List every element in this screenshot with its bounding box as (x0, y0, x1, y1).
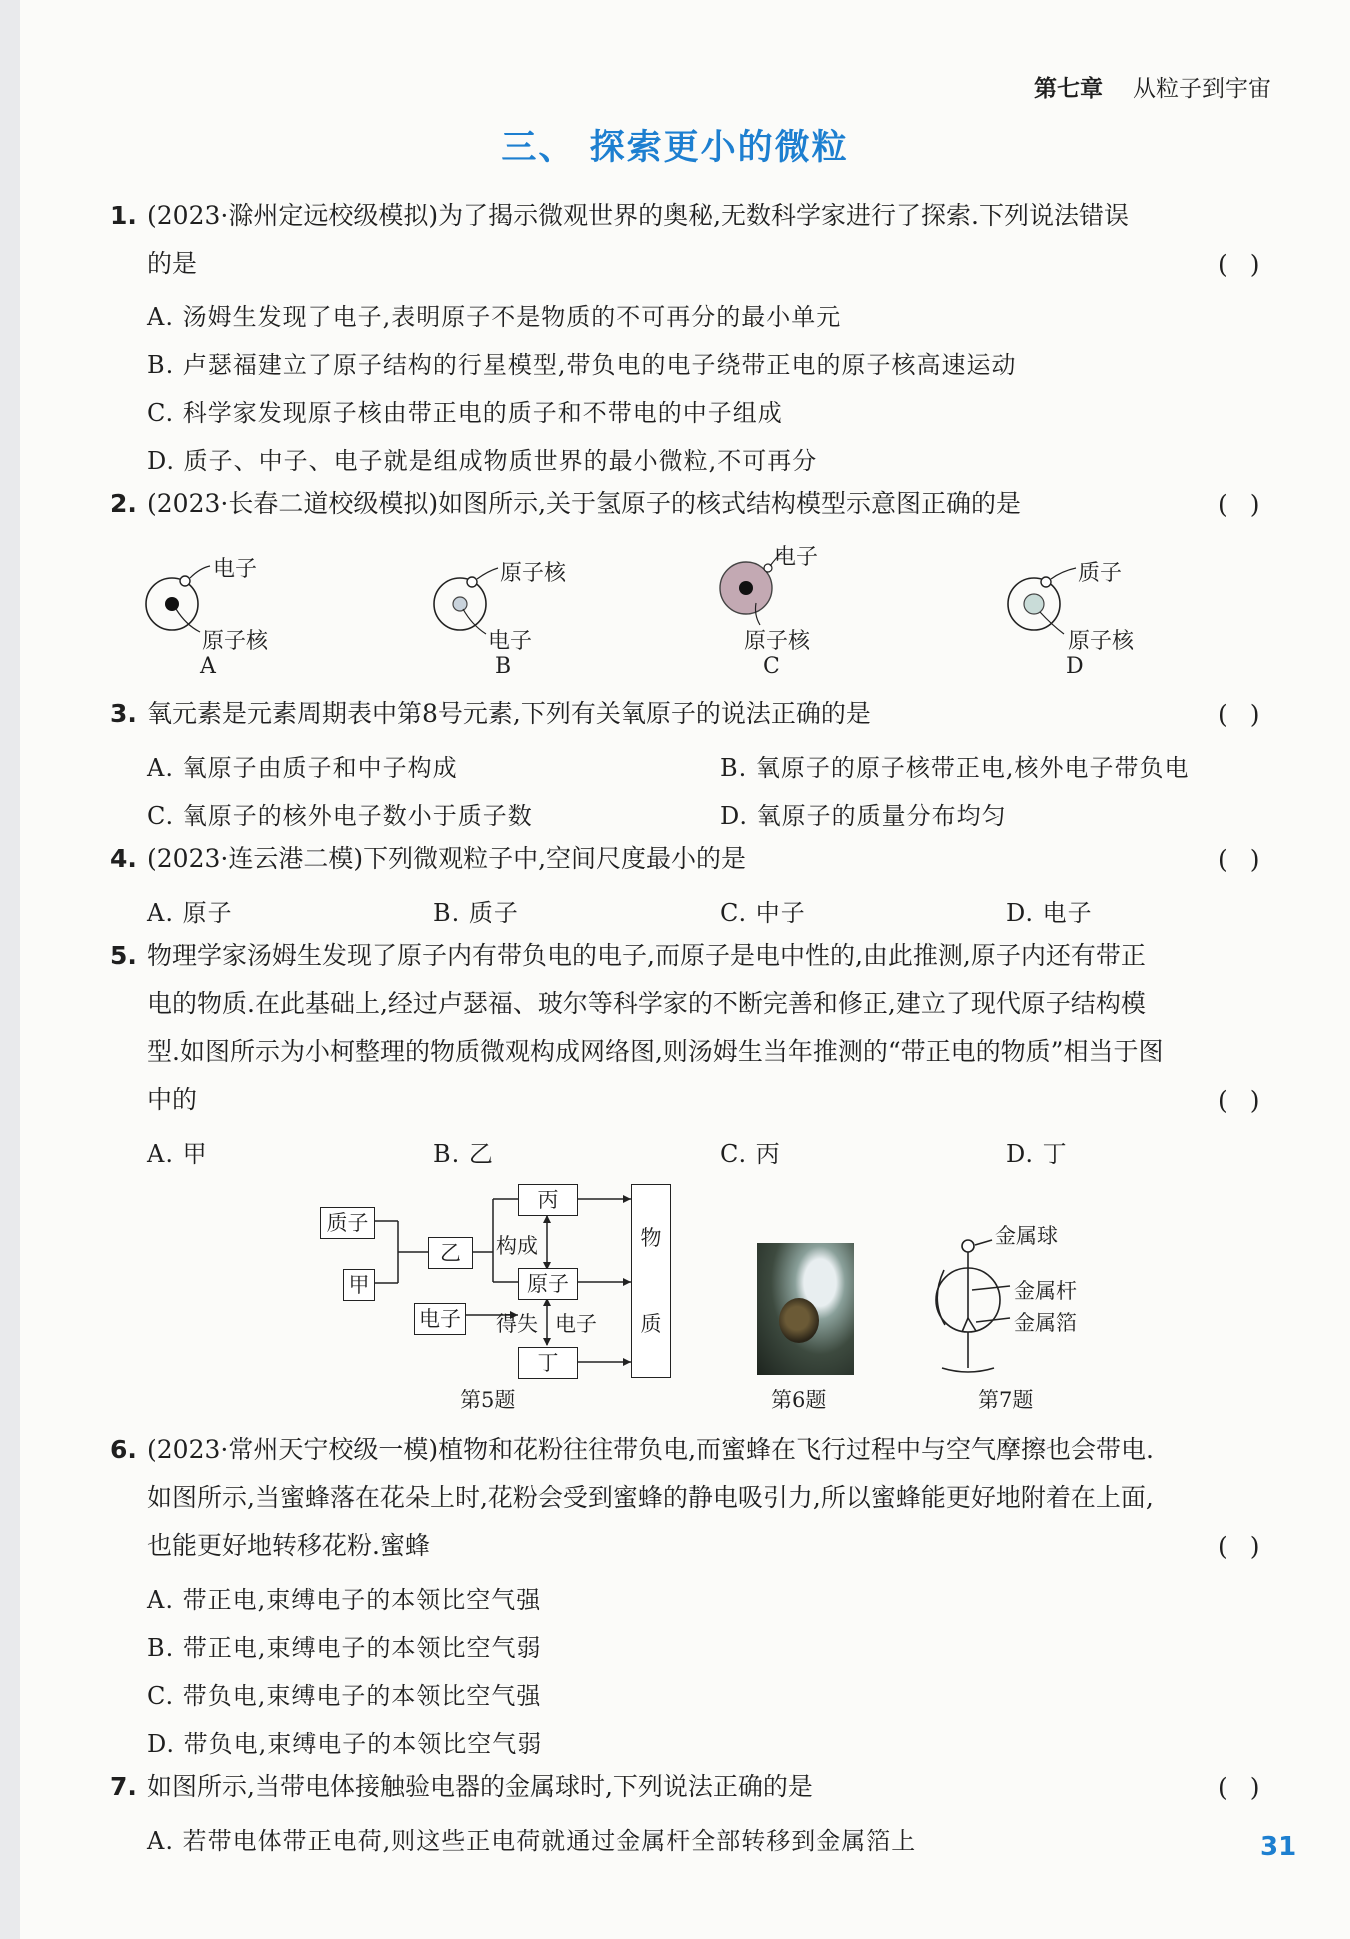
fig-d-bottom-label: 原子核 (1068, 629, 1135, 654)
q1-option-d: D. 质子、中子、电子就是组成物质世界的最小微粒,不可再分 (147, 447, 818, 475)
q1-number: 1. (110, 201, 137, 230)
q5-number: 5. (110, 941, 137, 970)
q5-stem-line1: 物理学家汤姆生发现了原子内有带负电的电子,而原子是电中性的,由此推测,原子内还有带正 (147, 941, 1146, 970)
q6-stem-line3: 也能更好地转移花粉.蜜蜂 (147, 1531, 430, 1560)
q3-option-d: D. 氧原子的质量分布均匀 (720, 802, 1007, 830)
q3-number: 3. (110, 699, 137, 728)
q6-stem-line1: (2023·常州天宁校级一模)植物和花粉往往带负电,而蜜蜂在飞行过程中与空气摩擦也会带电. (147, 1435, 1154, 1464)
q5-stem-line2: 电的物质.在此基础上,经过卢瑟福、玻尔等科学家的不断完善和修正,建立了现代原子结构模 (147, 989, 1146, 1018)
fig6-caption: 第6题 (771, 1388, 827, 1412)
fig5-goucheng-label: 构成 (496, 1234, 538, 1258)
q5-stem-line3: 型.如图所示为小柯整理的物质微观构成网络图,则汤姆生当年推测的“带正电的物质”相当于图 (147, 1037, 1164, 1066)
q6-option-b: B. 带正电,束缚电子的本领比空气弱 (147, 1634, 542, 1662)
fig-c-top-label: 电子 (774, 545, 819, 570)
fig-a-bottom-label: 原子核 (202, 629, 269, 654)
q6-option-c: C. 带负电,束缚电子的本领比空气强 (147, 1682, 542, 1710)
q1-option-a: A. 汤姆生发现了电子,表明原子不是物质的不可再分的最小单元 (147, 303, 842, 331)
fig5-box-dianzi: 电子 (414, 1303, 466, 1335)
fig-b-top-label: 原子核 (500, 561, 567, 586)
q2-number: 2. (110, 489, 137, 518)
section-title: 三、 探索更小的微粒 (501, 128, 849, 168)
q6-number: 6. (110, 1435, 137, 1464)
fig5-zhi: 质 (640, 1312, 662, 1336)
fig7-rod-label: 金属杆 (1014, 1279, 1077, 1303)
q3-option-c: C. 氧原子的核外电子数小于质子数 (147, 802, 533, 830)
fig-d-letter: D (1066, 654, 1084, 679)
fig-c-bottom-label: 原子核 (744, 629, 811, 654)
q5-option-b: B. 乙 (433, 1140, 494, 1168)
fig-b-letter: B (495, 654, 512, 679)
fig5-box-yi: 乙 (428, 1237, 473, 1269)
fig-d-top-label: 质子 (1078, 561, 1123, 586)
chapter-label: 第七章 (1034, 76, 1103, 102)
fig-b-bottom-label: 电子 (488, 629, 533, 654)
q4-option-a: A. 原子 (147, 899, 233, 927)
q3-option-b: B. 氧原子的原子核带正电,核外电子带负电 (720, 754, 1190, 782)
q2-stem: (2023·长春二道校级模拟)如图所示,关于氢原子的核式结构模型示意图正确的是 (147, 489, 1022, 518)
fig7-ball-label: 金属球 (995, 1224, 1058, 1248)
q7-number: 7. (110, 1772, 137, 1801)
fig5-box-yuanzi: 原子 (518, 1268, 578, 1300)
q5-option-a: A. 甲 (147, 1140, 208, 1168)
fig-c-letter: C (763, 654, 780, 679)
q1-option-b: B. 卢瑟福建立了原子结构的行星模型,带负电的电子绕带正电的原子核高速运动 (147, 351, 1017, 379)
q7-answer-bracket: () (1218, 1773, 1282, 1802)
q4-stem: (2023·连云港二模)下列微观粒子中,空间尺度最小的是 (147, 844, 747, 873)
q5-option-d: D. 丁 (1006, 1140, 1068, 1168)
fig5-box-zhizi: 质子 (320, 1207, 375, 1239)
chapter-title: 从粒子到宇宙 (1133, 76, 1271, 102)
fig5-dianzi-label: 电子 (555, 1312, 597, 1336)
q4-option-c: C. 中子 (720, 899, 806, 927)
page-number: 31 (1260, 1832, 1297, 1862)
fig-a-letter: A (200, 654, 216, 679)
fig5-caption: 第5题 (460, 1388, 516, 1412)
q1-option-c: C. 科学家发现原子核由带正电的质子和不带电的中子组成 (147, 399, 783, 427)
q5-answer-bracket: () (1218, 1086, 1282, 1115)
q1-answer-bracket: () (1218, 250, 1282, 279)
q3-answer-bracket: () (1218, 700, 1282, 729)
q6-answer-bracket: () (1218, 1532, 1282, 1561)
q3-option-a: A. 氧原子由质子和中子构成 (147, 754, 458, 782)
q4-option-d: D. 电子 (1006, 899, 1093, 927)
q7-stem: 如图所示,当带电体接触验电器的金属球时,下列说法正确的是 (147, 1772, 813, 1801)
fig7-caption: 第7题 (978, 1388, 1034, 1412)
q4-option-b: B. 质子 (433, 899, 519, 927)
q7-option-a: A. 若带电体带正电荷,则这些正电荷就通过金属杆全部转移到金属箔上 (147, 1827, 917, 1855)
q5-stem-line4: 中的 (147, 1085, 198, 1114)
q4-number: 4. (110, 844, 137, 873)
fig5-wu: 物 (640, 1226, 662, 1250)
q6-option-d: D. 带负电,束缚电子的本领比空气弱 (147, 1730, 543, 1758)
q6-stem-line2: 如图所示,当蜜蜂落在花朵上时,花粉会受到蜜蜂的静电吸引力,所以蜜蜂能更好地附着在上面, (147, 1483, 1154, 1512)
fig5-box-jia: 甲 (343, 1269, 375, 1301)
q6-option-a: A. 带正电,束缚电子的本领比空气强 (147, 1586, 542, 1614)
q3-stem: 氧元素是元素周期表中第8号元素,下列有关氧原子的说法正确的是 (147, 699, 871, 728)
q1-stem-line2: 的是 (147, 249, 198, 278)
fig5-box-ding: 丁 (518, 1347, 578, 1379)
q1-stem-line1: (2023·滁州定远校级模拟)为了揭示微观世界的奥秘,无数科学家进行了探索.下列说法错误 (147, 201, 1129, 230)
fig5-box-bing: 丙 (518, 1184, 578, 1216)
q5-option-c: C. 丙 (720, 1140, 781, 1168)
fig5-deshi-label: 得失 (496, 1312, 538, 1336)
q2-answer-bracket: () (1218, 490, 1282, 519)
fig-a-top-label: 电子 (213, 557, 258, 582)
q4-answer-bracket: () (1218, 845, 1282, 874)
fig7-foil-label: 金属箔 (1014, 1311, 1077, 1335)
